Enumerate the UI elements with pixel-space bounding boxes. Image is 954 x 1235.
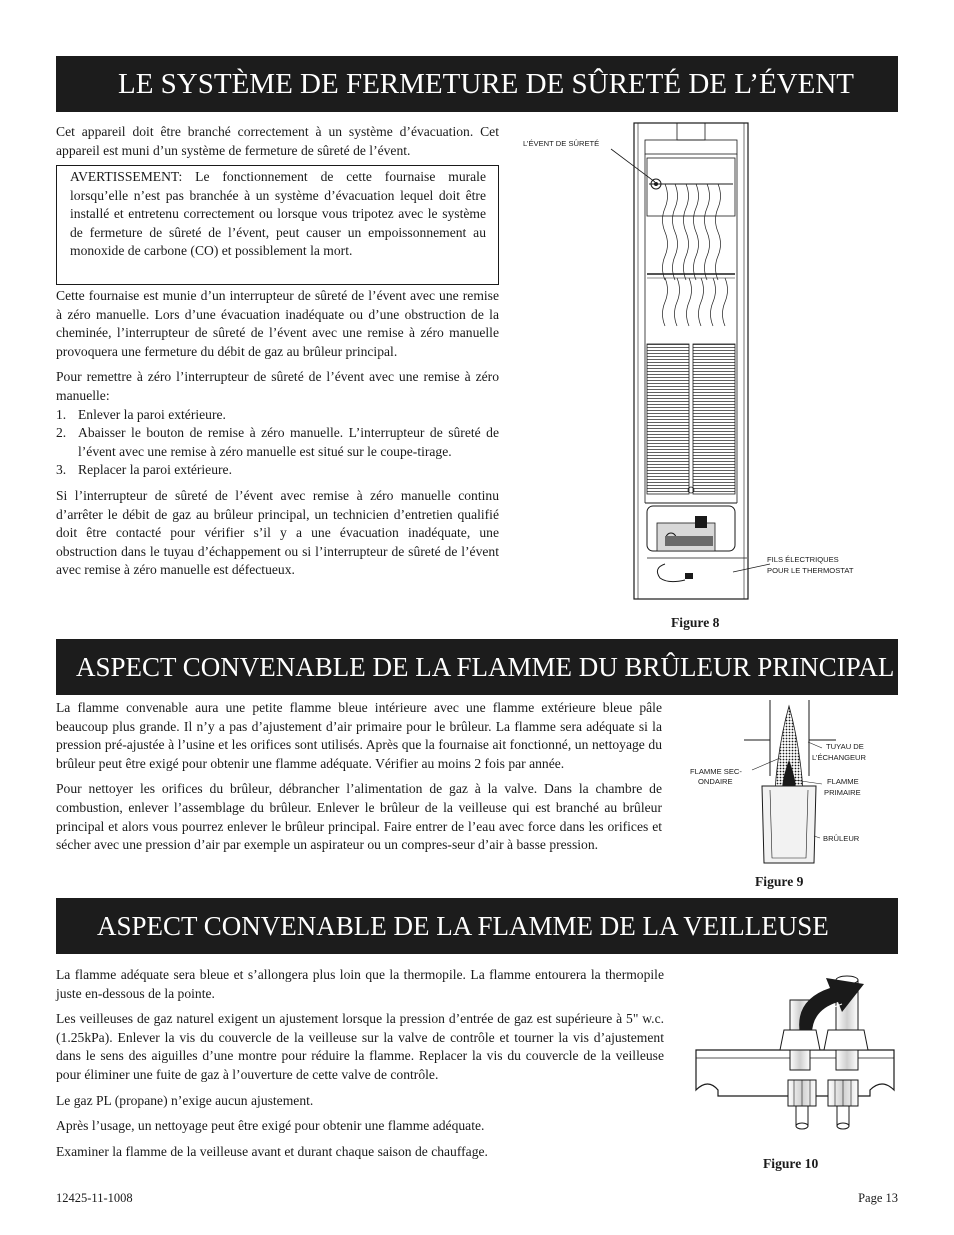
paragraph: Pour nettoyer les orifices du brûleur, débrancher l’alimentation de gaz à la valve. Dans la chambre de combustion, enlever l’assemblage du brûleur. Enlever le brûleur de la veilleuse qui est branché au brûleur principal et alors vous pourrez enlever le brûleur principal. Faire entrer de l’eau avec force dans les orifices et sécher avec une pression d’air par exemple un aspirateur ou un compres-seur d’air à basse pression. — [56, 781, 662, 853]
paragraph: Pour remettre à zéro l’interrupteur de sûreté de l’évent avec une remise à zéro manuelle: — [56, 369, 499, 403]
label-tube-line2: L’ÉCHANGEUR — [812, 753, 867, 762]
figure-10-pilot-diagram — [694, 970, 896, 1150]
figure-9-caption: Figure 9 — [755, 874, 804, 889]
paragraph: La flamme convenable aura une petite flamme bleue intérieure avec une flamme extérieure bleue pâle beaucoup plus grande. Il n’y a pas d’ajustement d’air primaire pour le brûleur. La flamme sera adéquate si la pression pré-ajustée à l’usine et les orifices sont utilisés. Après que la fournaise ait fonctionné, un nettoyage du brûleur peut être exigé pour obtenir une flamme adéquate. Vérifier au moins 2 fois par année. — [56, 700, 662, 771]
section-title: LE SYSTÈME DE FERMETURE DE SÛRETÉ DE L’ÉVENT — [118, 67, 854, 100]
paragraph: Le gaz PL (propane) n’exige aucun ajustement. — [56, 1092, 314, 1108]
step-text: Enlever la paroi extérieure. — [78, 406, 226, 422]
label-primary-line2: PRIMAIRE — [824, 788, 861, 797]
section-banner-pilot-flame — [56, 898, 898, 954]
section-title: ASPECT CONVENABLE DE LA FLAMME DU BRÛLEUR PRINCIPAL — [76, 651, 895, 682]
page-number: Page 13 — [858, 1191, 898, 1205]
warning-text: AVERTISSEMENT: Le fonctionnement de cette fournaise murale lorsqu’elle n’est pas branchée à un système d’évacuation lequel doit être installé et entretenu correctement ou lorsque vous tripotez avec le système de fermeture de sûreté de l’évent, peut causer un empoissonnement au monoxide de carbone (CO) et possiblement la mort. — [70, 169, 486, 259]
label-vent-safety: L’ÉVENT DE SÛRETÉ — [523, 139, 600, 148]
section-banner-vent-safety — [56, 56, 898, 112]
step-text: Replacer la paroi extérieure. — [78, 462, 232, 478]
section1-body — [56, 287, 499, 587]
warning-box — [56, 165, 499, 285]
label-primary-line1: FLAMME — [827, 777, 859, 786]
step-number: 2. — [56, 425, 67, 441]
paragraph: Si l’interrupteur de sûreté de l’évent avec remise à zéro manuelle continu d’arrêter le débit de gaz au brûleur principal, un technicien d’entretien qualifié doit être contacté pour vérifier s’il y a une évacuation inadéquate, une obstruction dans le tuyau d’échappement ou si l’interrupteur de sûreté de l’évent avec remise à zéro manuelle est défectueux. — [56, 487, 499, 578]
paragraph: Après l’usage, un nettoyage peut être exigé pour obtenir une flamme adéquate. — [56, 1118, 485, 1134]
section3-body — [56, 966, 664, 1168]
intro-text: Cet appareil doit être branché correctement à un système d’évacuation. Cet appareil est muni d’un système de fermeture de sûreté de l’évent. — [56, 124, 499, 158]
document-number: 12425-11-1008 — [56, 1191, 133, 1205]
figure-8-furnace-diagram — [515, 118, 895, 608]
section-title: ASPECT CONVENABLE DE LA FLAMME DE LA VEILLEUSE — [97, 910, 829, 941]
label-wires-line2: POUR LE THERMOSTAT — [767, 566, 854, 575]
intro-paragraph — [56, 123, 499, 160]
label-tube-line1: TUYAU DE — [826, 742, 864, 751]
paragraph: Les veilleuses de gaz naturel exigent un ajustement lorsque la pression d’entrée de gaz est supérieure à 5" w.c. (1.25kPa). Enlever la vis du couvercle de la veilleuse sur la valve de contrôle et tourner la vis d’ajustement dans le sens des aiguilles d’une montre pour réduire la flamme. Replacer la vis du couvercle de la veilleuse pour éliminer une fuite de gaz à l’ouverture de cette valve de contrôle. — [56, 1011, 664, 1082]
figure-10-caption: Figure 10 — [763, 1156, 819, 1171]
label-burner: BRÛLEUR — [823, 834, 860, 843]
step-text: Abaisser le bouton de remise à zéro manuelle. L’interrupteur de sûreté de l’évent avec une remise à zéro manuelle est situé sur le coupe-tirage. — [78, 425, 499, 459]
label-wires-line1: FILS ÉLECTRIQUES — [767, 555, 839, 564]
section-banner-main-burner-flame — [56, 639, 898, 695]
paragraph: Examiner la flamme de la veilleuse avant et durant chaque saison de chauffage. — [56, 1143, 488, 1159]
paragraph: La flamme adéquate sera bleue et s’allongera plus loin que la thermopile. La flamme entourera la thermopile juste en-dessous de la pointe. — [56, 967, 664, 1001]
label-secondary-line1: FLAMME SEC- — [690, 767, 742, 776]
label-secondary-line2: ONDAIRE — [698, 777, 733, 786]
list-item — [56, 461, 499, 480]
paragraph: Cette fournaise est munie d’un interrupteur de sûreté de l’évent avec une remise à zéro manuelle. Lors d’une évacuation inadéquate ou d’une obstruction de la cheminée, l’interrupteur de sûreté de l’évent avec une remise à zéro manuelle provoquera une fermeture du débit de gaz au brûleur principal. — [56, 288, 499, 359]
list-item — [56, 406, 499, 425]
figure-8-caption: Figure 8 — [671, 615, 720, 630]
section2-body — [56, 699, 662, 862]
step-number: 1. — [56, 406, 67, 422]
steps-list — [56, 406, 499, 480]
figure-9-burner-flame-diagram — [686, 698, 896, 870]
step-number: 3. — [56, 462, 67, 478]
list-item — [56, 424, 499, 461]
